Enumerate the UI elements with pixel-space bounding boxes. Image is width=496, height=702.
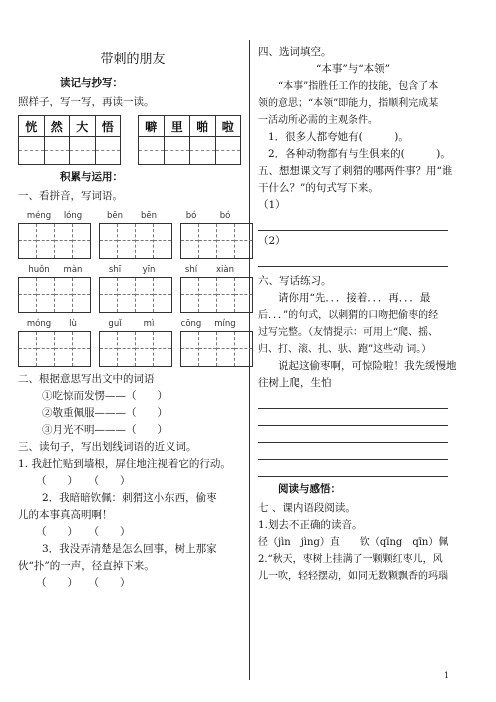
copy-cell: 悟 [95,115,122,165]
q1-heading: 一、看拼音，写词语。 [18,190,123,202]
q5-heading: 五、想想课文写了刺猬的哪两件事？用“谁 [258,165,453,177]
left-column [18,48,248,592]
answer-box[interactable] [18,331,91,367]
answer-box[interactable] [180,223,253,259]
answer-grid-row [18,223,248,259]
answer-line[interactable] [258,394,448,409]
answer-box[interactable] [180,277,253,313]
q5-heading: 干什么？”的句式写下来。 [258,182,379,194]
accumulate-heading: 积累与运用： [60,171,123,183]
q6-heading: 六、写话练习。 [258,275,332,287]
q7-item: 1.划去不正确的读音。 [258,519,363,531]
q2-item: ③月光不明———（ ） [42,424,168,436]
q2-heading: 二、根据意思写出文中的词语 [18,373,155,385]
q3-answer-blanks[interactable]: （ ） （ ） [36,577,131,589]
q3-sentence: 2．我暗暗钦佩：刺猬这小东西，偷枣 [42,492,217,504]
q5-item: （2） [258,235,286,247]
answer-box[interactable] [18,223,91,259]
read-write-heading: 读记与抄写： [60,77,123,89]
answer-line[interactable] [258,445,448,460]
q5-item: （1） [258,199,286,211]
q7-item: 2.“秋天，枣树上挂满了一颗颗红枣儿，风 [258,554,443,565]
q3-answer-blanks[interactable]: （ ） （ ） [36,475,131,487]
q7-item: 径（jìn jìng）直 钦（qīng qīn）佩 [258,537,449,548]
answer-line[interactable] [258,252,448,267]
copy-cell: 里 [164,115,191,165]
answer-line[interactable] [258,428,448,443]
copy-cell: 啦 [215,115,242,165]
answer-line[interactable] [258,216,448,231]
answer-grid-row [18,331,248,367]
q3-sentence: 伙“扑”的一声，径直掉下来。 [18,560,155,572]
q4-text: 一活动所必需的主观条件。 [258,115,378,126]
pinyin-row: móng lù guǐ mì cōng míng [26,319,236,329]
q6-text: 过写完整。（友情提示：可用上“爬、摇、 [258,327,439,338]
page-number: 1 [444,671,450,680]
reading-heading: 阅读与感悟： [278,483,341,495]
page-title: 带刺的朋友 [100,52,166,67]
copy-grid [18,115,248,165]
answer-box[interactable] [180,331,253,367]
copy-cell: 啪 [189,115,216,165]
q7-heading: 七 、课内语段阅读。 [258,502,356,514]
right-column [258,44,457,585]
pinyin-row: huǒn màn shī yīn shí xiàn [28,265,234,275]
q3-heading: 三、读句子，写出划线词语的近义词。 [18,441,197,453]
answer-box[interactable] [18,277,91,313]
q4-text: “本事”指胜任工作的技能，包含了本 [278,81,439,92]
q3-sentence: 3．我没弄清楚是怎么回事，树上那家 [42,543,217,555]
pinyin-row: méng lóng bēn bēn bó bó [26,211,231,221]
copy-cell: 然 [44,115,71,165]
q6-text: 归、打、滚、扎、驮、跑”这些动 词。） [258,344,432,355]
q3-answer-blanks[interactable]: （ ） （ ） [36,526,131,538]
q6-text: 后．．．”的句式，以刺猬的口吻把偷枣的经 [258,310,439,321]
q6-text: 说起这偷枣啊，可惊险啦！我先缓慢地 [278,360,457,372]
q4-text: 领的意思；“本领”即能力，指顺利完成某 [258,98,439,109]
q3-sentence: 儿的本事真高明啊！ [18,509,113,521]
answer-grid-row [18,277,248,313]
copy-cell: 大 [69,115,96,165]
answer-box[interactable] [99,331,172,367]
q4-subtitle: “本事”与“本领” [316,63,390,75]
q7-item: 儿一吹，轻轻摆动，如同无数颗飘香的玛瑙 [258,571,448,582]
q6-text: 往树上爬，生怕 [258,377,332,389]
q2-item: ②敬重佩服———（ ） [42,407,168,419]
q4-item: 2．各种动物都有与生俱来的( )。 [268,148,451,160]
q3-sentence: 1. 我赶忙贴到墙根，屏住地注视着它的行动。 [18,458,231,470]
answer-box[interactable] [99,277,172,313]
answer-line[interactable] [258,411,448,426]
q4-item: 1．很多人都夸她有( )。 [268,131,409,143]
copy-instruction: 照样子，写一写，再读一读。 [18,96,155,108]
q2-item: ①吃惊而发愣——（ ） [42,390,168,402]
answer-line[interactable] [258,462,448,477]
copy-cell: 恍 [18,115,45,165]
copy-cell: 噼 [138,115,165,165]
q4-heading: 四、选词填空。 [258,46,332,58]
answer-box[interactable] [99,223,172,259]
q6-text: 请你用“先．．．接着．．．再．．．最 [278,292,431,304]
